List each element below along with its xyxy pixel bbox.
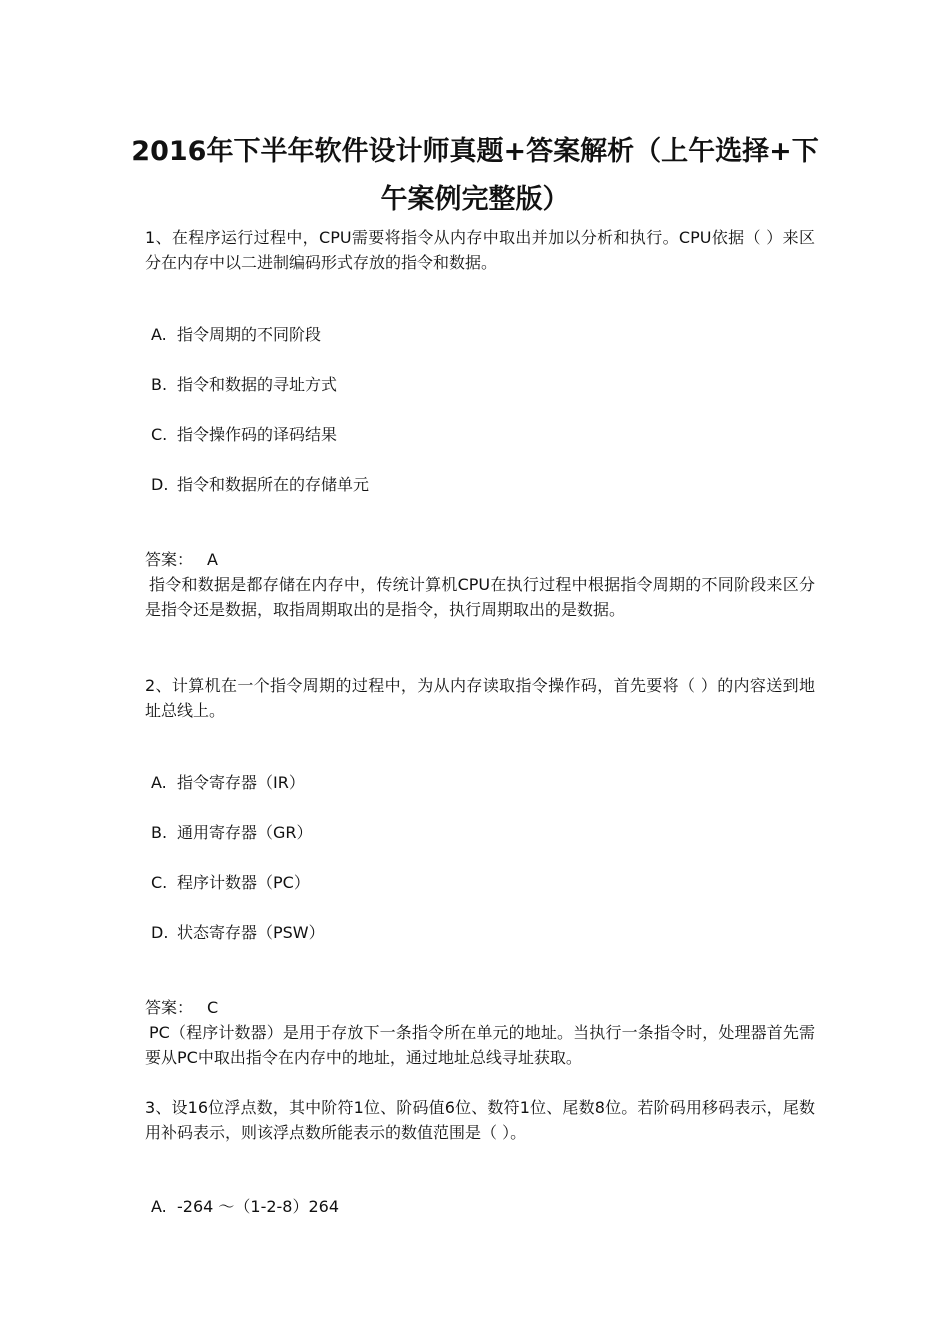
option-text: 指令寄存器（IR）	[177, 773, 305, 792]
question-2-text: 2、计算机在一个指令周期的过程中，为从内存读取指令操作码，首先要将（ ）的内容送到地址总线上。	[145, 676, 815, 720]
question-2-option-b	[151, 821, 811, 845]
answer-value: C	[207, 998, 219, 1017]
option-text: -264 ～（1-2-8）264	[177, 1197, 340, 1216]
option-letter: B.	[151, 823, 168, 842]
option-letter: D.	[151, 475, 169, 494]
option-letter: A.	[151, 325, 167, 344]
option-text: 程序计数器（PC）	[177, 873, 310, 892]
document-title: 2016年下半年软件设计师真题+答案解析（上午选择+下午案例完整版）	[131, 136, 819, 215]
option-text: 状态寄存器（PSW）	[177, 923, 325, 942]
option-text: 指令周期的不同阶段	[177, 325, 322, 344]
question-1-answer	[145, 548, 218, 572]
question-2-option-c	[151, 871, 811, 895]
question-2-explanation: PC（程序计数器）是用于存放下一条指令所在单元的地址。当执行一条指令时，处理器首先需要从PC中取出指令在内存中的地址，通过地址总线寻址获取。	[145, 1023, 815, 1067]
option-text: 指令和数据的寻址方式	[177, 375, 338, 394]
question-1-text: 1、在程序运行过程中，CPU需要将指令从内存中取出并加以分析和执行。CPU依据（ ）来区分在内存中以二进制编码形式存放的指令和数据。	[145, 228, 815, 272]
option-text: 指令和数据所在的存储单元	[177, 475, 370, 494]
question-2-option-a	[151, 771, 811, 795]
option-letter: A.	[151, 773, 167, 792]
question-1-option-b	[151, 373, 811, 397]
question-1-option-c	[151, 423, 811, 447]
option-letter: C.	[151, 425, 168, 444]
option-letter: A.	[151, 1197, 167, 1216]
question-2-option-d	[151, 921, 811, 945]
question-1-option-d	[151, 473, 811, 497]
question-1-explanation: 指令和数据是都存储在内存中，传统计算机CPU在执行过程中根据指令周期的不同阶段来区分是指令还是数据，取指周期取出的是指令，执行周期取出的是数据。	[145, 575, 815, 619]
option-text: 指令操作码的译码结果	[177, 425, 338, 444]
answer-value: A	[207, 550, 218, 569]
option-text: 通用寄存器（GR）	[177, 823, 313, 842]
answer-label: 答案：	[145, 550, 194, 569]
question-3-option-a	[151, 1195, 811, 1219]
option-letter: D.	[151, 923, 169, 942]
question-2-answer	[145, 996, 218, 1020]
option-letter: C.	[151, 873, 168, 892]
question-3-text: 3、设16位浮点数，其中阶符1位、阶码值6位、数符1位、尾数8位。若阶码用移码表示，尾数用补码表示，则该浮点数所能表示的数值范围是（ ）。	[145, 1098, 815, 1142]
answer-label: 答案：	[145, 998, 194, 1017]
question-1-option-a	[151, 323, 811, 347]
option-letter: B.	[151, 375, 168, 394]
